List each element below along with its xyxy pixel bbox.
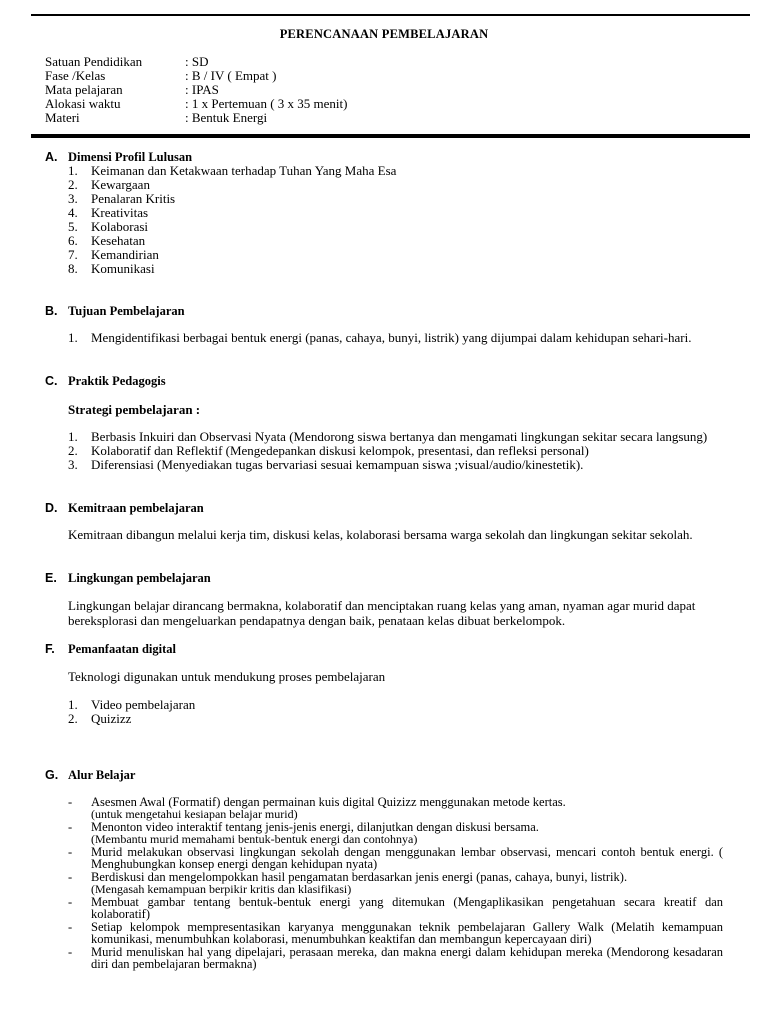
section-e-text: Lingkungan belajar dirancang bermakna, kolaboratif dan menciptakan ruang kelas yang aman, nyaman agar murid dapat bereksplorasi dan mengeluarkan pendapatnya dengan baik, penataan kelas dibuat berkelompok. xyxy=(68,598,696,628)
list-item: 1. Video pembelajaran xyxy=(68,697,196,712)
flow-item: - Murid menuliskan hal yang dipelajari, perasaan mereka, dan makna energi dalam kehidupan mereka (Mendorong kesadaran diri dan pembelajaran bermakna) xyxy=(68,945,723,971)
section-g-heading: G. Alur Belajar xyxy=(45,768,136,782)
info-row: Satuan Pendidikan : SD xyxy=(45,54,209,69)
top-rule xyxy=(31,14,750,16)
document-title: PERENCANAAN PEMBELAJARAN xyxy=(279,27,489,41)
flow-item: - Asesmen Awal (Formatif) dengan permainan kuis digital Quizizz menggunakan metode kertas. (untuk mengetahui kesiapan belajar murid) xyxy=(68,795,566,821)
info-row: Fase /Kelas : B / IV ( Empat ) xyxy=(45,68,277,83)
flow-item: - Murid melakukan observasi lingkungan sekolah dengan menggunakan lembar observasi, mencari contoh bentuk energi. ( Menghubungkan konsep energi dengan kehidupan nyata) xyxy=(68,845,723,871)
list-item: 8. Komunikasi xyxy=(68,261,155,276)
section-a-heading: A. Dimensi Profil Lulusan xyxy=(45,150,193,164)
section-d-text: Kemitraan dibangun melalui kerja tim, diskusi kelas, kolaborasi bersama warga sekolah dan lingkungan sekitar sekolah. xyxy=(68,527,693,542)
section-g-list xyxy=(68,796,723,971)
list-item: 1. Keimanan dan Ketakwaan terhadap Tuhan Yang Maha Esa xyxy=(68,163,397,178)
section-f-list xyxy=(68,698,195,726)
list-item: 2. Kolaboratif dan Reflektif (Mengedepankan diskusi kelompok, presentasi, dan refleksi personal) xyxy=(68,443,589,458)
section-c-list xyxy=(68,430,718,472)
list-item: 1. Mengidentifikasi berbagai bentuk energi (panas, cahaya, bunyi, listrik) yang dijumpai dalam kehidupan sehari-hari. xyxy=(68,330,692,345)
section-f-heading: F. Pemanfaatan digital xyxy=(45,642,176,656)
list-item: 2. Kewargaan xyxy=(68,177,150,192)
section-a-list xyxy=(68,164,396,276)
info-row: Mata pelajaran : IPAS xyxy=(45,82,219,97)
section-d-heading: D. Kemitraan pembelajaran xyxy=(45,501,204,515)
flow-item: - Setiap kelompok mempresentasikan karyanya menggunakan teknik pembelajaran Gallery Walk (Melatih kemampuan komunikasi, menumbuhkan kolaborasi, menumbuhkan keaktifan dan membangun kepercayaan diri) xyxy=(68,920,723,946)
list-item: 2. Quizizz xyxy=(68,711,132,726)
flow-item: - Berdiskusi dan mengelompokkan hasil pengamatan berdasarkan jenis energi (panas, cahaya, bunyi, listrik). (Mengasah kemampuan berpikir kritis dan klasifikasi) xyxy=(68,870,628,896)
info-block xyxy=(45,55,347,125)
section-b-heading: B. Tujuan Pembelajaran xyxy=(45,304,185,318)
list-item: 5. Kolaborasi xyxy=(68,219,149,234)
header-divider xyxy=(31,134,750,138)
strategy-subheading: Strategi pembelajaran : xyxy=(68,402,201,417)
section-e-heading: E. Lingkungan pembelajaran xyxy=(45,571,211,585)
list-item: 6. Kesehatan xyxy=(68,233,146,248)
section-f-text: Teknologi digunakan untuk mendukung proses pembelajaran xyxy=(68,669,386,684)
list-item: 3. Diferensiasi (Menyediakan tugas bervariasi sesuai kemampuan siswa ;visual/audio/kinestetik). xyxy=(68,457,584,472)
list-item: 3. Penalaran Kritis xyxy=(68,191,176,206)
list-item: 7. Kemandirian xyxy=(68,247,159,262)
list-item: 4. Kreativitas xyxy=(68,205,149,220)
section-c-heading: C. Praktik Pedagogis xyxy=(45,374,166,388)
flow-item: - Membuat gambar tentang bentuk-bentuk energi yang ditemukan (Mengaplikasikan pengetahuan secara kreatif dan kolaboratif) xyxy=(68,895,723,921)
section-b-list xyxy=(68,331,718,345)
list-item: 1. Berbasis Inkuiri dan Observasi Nyata (Mendorong siswa bertanya dan mengamati lingkungan sekitar secara langsung) xyxy=(68,429,708,444)
flow-item: - Menonton video interaktif tentang jenis-jenis energi, dilanjutkan dengan diskusi bersama. (Membantu murid memahami bentuk-bentuk energi dan contohnya) xyxy=(68,820,539,846)
info-row: Materi : Bentuk Energi xyxy=(45,110,268,125)
info-row: Alokasi waktu : 1 x Pertemuan ( 3 x 35 menit) xyxy=(45,96,348,111)
